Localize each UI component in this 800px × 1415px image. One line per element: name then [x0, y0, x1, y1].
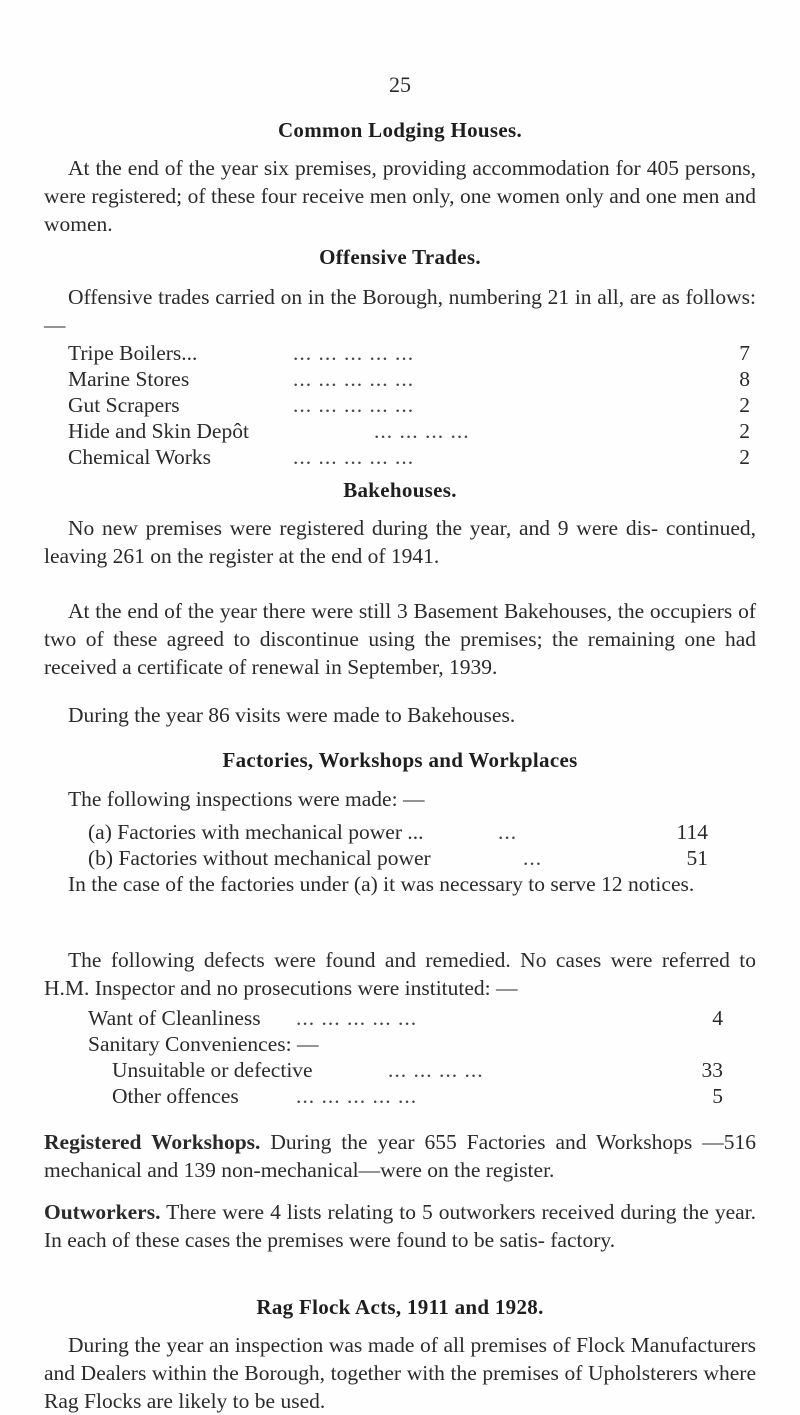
bakehouses-paragraph-3: During the year 86 visits were made to Bakehouses. — [68, 703, 516, 727]
document-page: 25 Common Lodging Houses. At the end of the year six premises, providing accommodation for 405 persons, were registered; of these four receive men only, one women only and one men and women. Offensive Trades. Offensive trades carried on in the Borough, numbering 21 in all, are as follows: — Tripe Boilers... ... ... ... ... ... 7 Marine Stores ... ... ... ... ... 8 Gut Scrapers ... ... ... ... ... 2 Hide and Skin Depôt ... ... ... ... 2 Chemical Works ... ... ... ... ... 2 Bakehouses. No new premises were registered during the year, and 9 were dis- continued, leaving 261 on the register at the end of 1941. At the end of the year there were still 3 Basement Bakehouses, the occupiers of two of these agreed to discontinue using the premises; the remaining one had received a certificate of renewal in September, 1939. During the year 86 visits were made to Bakehouses. Factories, Workshops and Workplaces The following inspections were made: — (a) Factories with mechanical power ... ... 114 (b) Factories without mechanical power ... 51 In the case of the factories under (a) it was necessary to serve 12 notices. The following defects were found and remedied. No cases were referred to H.M. Inspector and no prosecutions were instituted: — Want of Cleanliness ... ... ... ... ... 4 Sanitary Conveniences: — Unsuitable or defective ... ... ... ... 33 Other offences ... ... ... ... ... 5 Registered Workshops. During the year 655 Factories and Workshops —516 mechanical and 139 non-mechanical—were on the register. Outworkers. There were 4 lists relating to 5 outworkers received during the year. In each of these cases the premises were found to be satis- factory. Rag Flock Acts, 1911 and 1928. During the year an inspection was made of all premises of Flock Manufacturers and Dealers within the Borough, together with the premises of Upholsterers where Rag Flocks are likely to be used. — [0, 0, 800, 1411]
factories-notices: In the case of the factories under (a) it was necessary to serve 12 notices. — [68, 872, 695, 896]
lodging-heading: Common Lodging Houses. — [277, 118, 523, 142]
outworkers-heading: Outworkers. — [44, 1200, 161, 1224]
bakehouses-heading: Bakehouses. — [343, 478, 457, 502]
lodging-paragraph: At the end of the year six premises, providing accommodation for 405 persons, were registered; of these four receive men only, one women only and one men and women. — [44, 156, 756, 236]
ragflock-paragraph: During the year an inspection was made of all premises of Flock Manufacturers and Dealers within the Borough, together with the premises of Upholsterers where Rag Flocks are likely to be used. — [44, 1333, 756, 1413]
page-number: 25 — [389, 72, 411, 97]
factories-intro: The following inspections were made: — — [68, 787, 425, 811]
registered-workshops-paragraph: Registered Workshops. During the year 655 Factories and Workshops —516 mechanical and 139 non-mechanical—were on the register. — [44, 1130, 756, 1182]
registered-workshops-heading: Registered Workshops. — [44, 1130, 261, 1154]
outworkers-paragraph: Outworkers. There were 4 lists relating to 5 outworkers received during the year. In each of these cases the premises were found to be satis- factory. — [44, 1200, 756, 1252]
factories-heading: Factories, Workshops and Workplaces — [222, 748, 578, 772]
offensive-heading: Offensive Trades. — [319, 245, 481, 269]
defects-intro: The following defects were found and remedied. No cases were referred to H.M. Inspector and no prosecutions were instituted: — — [44, 948, 756, 1000]
ragflock-heading: Rag Flock Acts, 1911 and 1928. — [256, 1295, 544, 1319]
bakehouses-paragraph-2: At the end of the year there were still 3 Basement Bakehouses, the occupiers of two of these agreed to discontinue using the premises; the remaining one had received a certificate of renewal in September, 1939. — [44, 599, 756, 679]
bakehouses-paragraph-1: No new premises were registered during the year, and 9 were dis- continued, leaving 261 on the register at the end of 1941. — [44, 516, 756, 568]
offensive-intro: Offensive trades carried on in the Borough, numbering 21 in all, are as follows: — — [44, 285, 756, 337]
